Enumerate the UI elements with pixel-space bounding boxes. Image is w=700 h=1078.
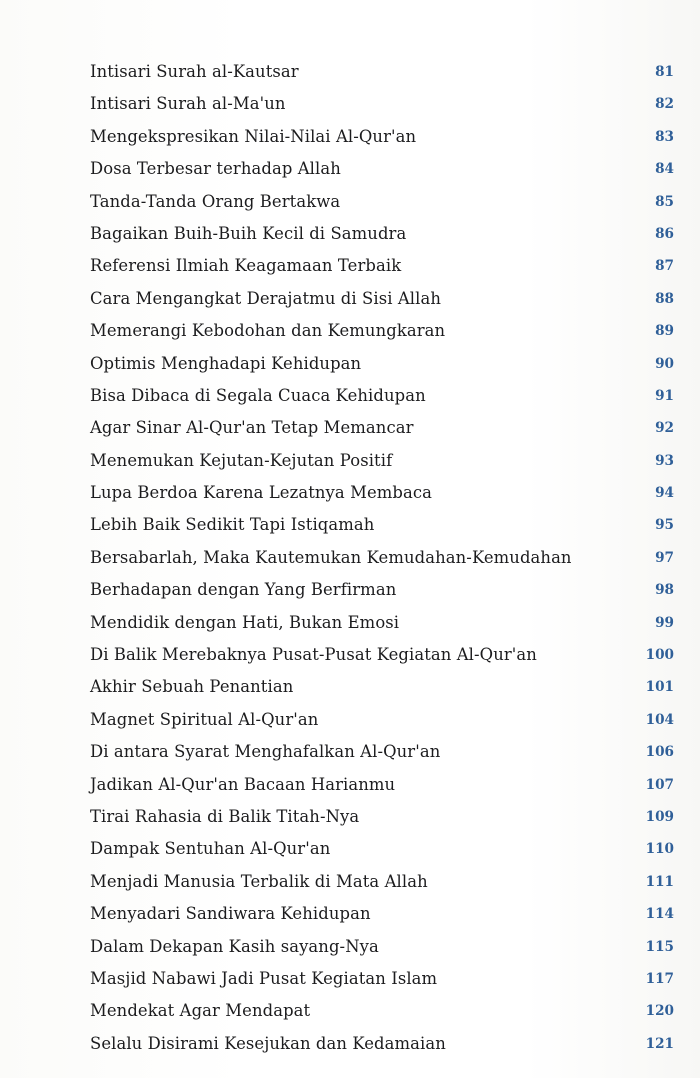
toc-entry-title: Menyadari Sandiwara Kehidupan [90, 904, 371, 924]
toc-entry-page: 117 [645, 970, 674, 987]
toc-entry-page: 81 [655, 64, 674, 80]
toc-entry-title: Magnet Spiritual Al-Qur'an [90, 709, 319, 729]
toc-entry-page: 107 [645, 776, 674, 793]
toc-entry-title: Mendidik dengan Hati, Bukan Emosi [90, 612, 400, 632]
toc-entry[interactable] [0, 447, 700, 479]
toc-entry-title: Bisa Dibaca di Segala Cuaca Kehidupan [90, 385, 426, 405]
toc-entry-page: 94 [655, 485, 674, 502]
toc-entry[interactable] [0, 900, 700, 932]
table-of-contents [0, 58, 700, 1062]
toc-entry-page: 92 [655, 420, 674, 437]
toc-entry[interactable] [0, 58, 700, 90]
toc-entry-title: Mengekspresikan Nilai-Nilai Al-Qur'an [90, 126, 417, 146]
toc-entry[interactable] [0, 544, 700, 576]
toc-entry-page: 84 [655, 161, 674, 178]
toc-entry-page: 121 [645, 1035, 674, 1052]
toc-entry[interactable] [0, 252, 700, 284]
toc-entry[interactable] [0, 90, 700, 122]
toc-entry-page: 111 [645, 873, 674, 890]
toc-entry-page: 86 [655, 225, 674, 242]
toc-entry[interactable] [0, 673, 700, 705]
toc-entry-title: Intisari Surah al-Kautsar [90, 62, 299, 81]
toc-entry[interactable] [0, 414, 700, 446]
toc-entry-title: Di antara Syarat Menghafalkan Al-Qur'an [90, 742, 441, 762]
toc-entry-title: Lebih Baik Sedikit Tapi Istiqamah [90, 515, 375, 535]
toc-entry-title: Jadikan Al-Qur'an Bacaan Harianmu [90, 774, 396, 794]
toc-entry-title: Optimis Menghadapi Kehidupan [90, 353, 362, 373]
toc-entry-page: 83 [655, 128, 674, 145]
toc-entry-title: Masjid Nabawi Jadi Pusat Kegiatan Islam [90, 968, 438, 988]
toc-entry[interactable] [0, 285, 700, 317]
toc-entry-page: 109 [645, 808, 674, 825]
toc-entry-title: Bersabarlah, Maka Kautemukan Kemudahan-Kemudahan [90, 547, 572, 567]
toc-entry[interactable] [0, 771, 700, 803]
toc-entry-title: Memerangi Kebodohan dan Kemungkaran [90, 321, 446, 341]
toc-entry-page: 97 [655, 549, 674, 566]
toc-entry-title: Akhir Sebuah Penantian [90, 677, 294, 697]
toc-entry-page: 114 [645, 906, 674, 923]
toc-entry[interactable] [0, 155, 700, 187]
toc-entry[interactable] [0, 609, 700, 641]
toc-entry-title: Menemukan Kejutan-Kejutan Positif [90, 450, 393, 470]
toc-entry[interactable] [0, 997, 700, 1029]
toc-entry-page: 106 [645, 744, 674, 761]
toc-entry-page: 95 [655, 517, 674, 534]
toc-entry-page: 99 [655, 614, 674, 631]
toc-entry-title: Tirai Rahasia di Balik Titah-Nya [90, 806, 360, 826]
toc-entry-page: 101 [645, 679, 674, 696]
toc-entry-page: 88 [655, 290, 674, 307]
toc-entry-title: Referensi Ilmiah Keagamaan Terbaik [90, 256, 402, 276]
toc-entry-page: 82 [655, 96, 674, 113]
toc-entry-page: 91 [655, 387, 674, 404]
toc-entry-title: Bagaikan Buih-Buih Kecil di Samudra [90, 223, 407, 243]
toc-entry[interactable] [0, 641, 700, 673]
toc-entry[interactable] [0, 835, 700, 867]
toc-entry-title: Selalu Disirami Kesejukan dan Kedamaian [90, 1033, 446, 1053]
toc-entry[interactable] [0, 220, 700, 252]
toc-entry-page: 89 [655, 323, 674, 340]
toc-entry-title: Di Balik Merebaknya Pusat-Pusat Kegiatan Al-Qur'an [90, 645, 537, 665]
toc-entry-page: 110 [645, 841, 674, 858]
toc-entry[interactable] [0, 317, 700, 349]
toc-entry-page: 93 [655, 452, 674, 469]
toc-entry-title: Mendekat Agar Mendapat [90, 1001, 311, 1021]
toc-entry-page: 85 [655, 193, 674, 210]
toc-entry[interactable] [0, 188, 700, 220]
toc-entry-title: Agar Sinar Al-Qur'an Tetap Memancar [90, 418, 414, 438]
toc-entry-title: Cara Mengangkat Derajatmu di Sisi Allah [90, 288, 442, 308]
toc-entry[interactable] [0, 350, 700, 382]
toc-entry-page: 104 [645, 711, 674, 728]
toc-entry[interactable] [0, 868, 700, 900]
toc-entry-title: Menjadi Manusia Terbalik di Mata Allah [90, 871, 428, 891]
toc-entry-page: 120 [645, 1003, 674, 1020]
toc-entry[interactable] [0, 576, 700, 608]
toc-entry-page: 98 [655, 582, 674, 599]
toc-entry-page: 90 [655, 355, 674, 372]
toc-entry[interactable] [0, 511, 700, 543]
toc-entry-title: Tanda-Tanda Orang Bertakwa [90, 191, 341, 211]
toc-entry-title: Berhadapan dengan Yang Berfirman [90, 580, 397, 600]
toc-entry-title: Dampak Sentuhan Al-Qur'an [90, 839, 331, 859]
toc-entry[interactable] [0, 803, 700, 835]
toc-entry-title: Dosa Terbesar terhadap Allah [90, 159, 341, 179]
toc-entry[interactable] [0, 479, 700, 511]
toc-entry[interactable] [0, 738, 700, 770]
toc-entry-page: 100 [645, 647, 674, 664]
toc-entry[interactable] [0, 706, 700, 738]
toc-entry-title: Lupa Berdoa Karena Lezatnya Membaca [90, 483, 433, 503]
toc-entry-page: 115 [645, 938, 674, 955]
toc-entry-page: 87 [655, 258, 674, 275]
toc-entry[interactable] [0, 382, 700, 414]
toc-entry-title: Intisari Surah al-Ma'un [90, 94, 286, 114]
toc-entry[interactable] [0, 123, 700, 155]
toc-entry[interactable] [0, 965, 700, 997]
toc-entry[interactable] [0, 933, 700, 965]
toc-entry-title: Dalam Dekapan Kasih sayang-Nya [90, 936, 379, 956]
toc-entry[interactable] [0, 1030, 700, 1062]
